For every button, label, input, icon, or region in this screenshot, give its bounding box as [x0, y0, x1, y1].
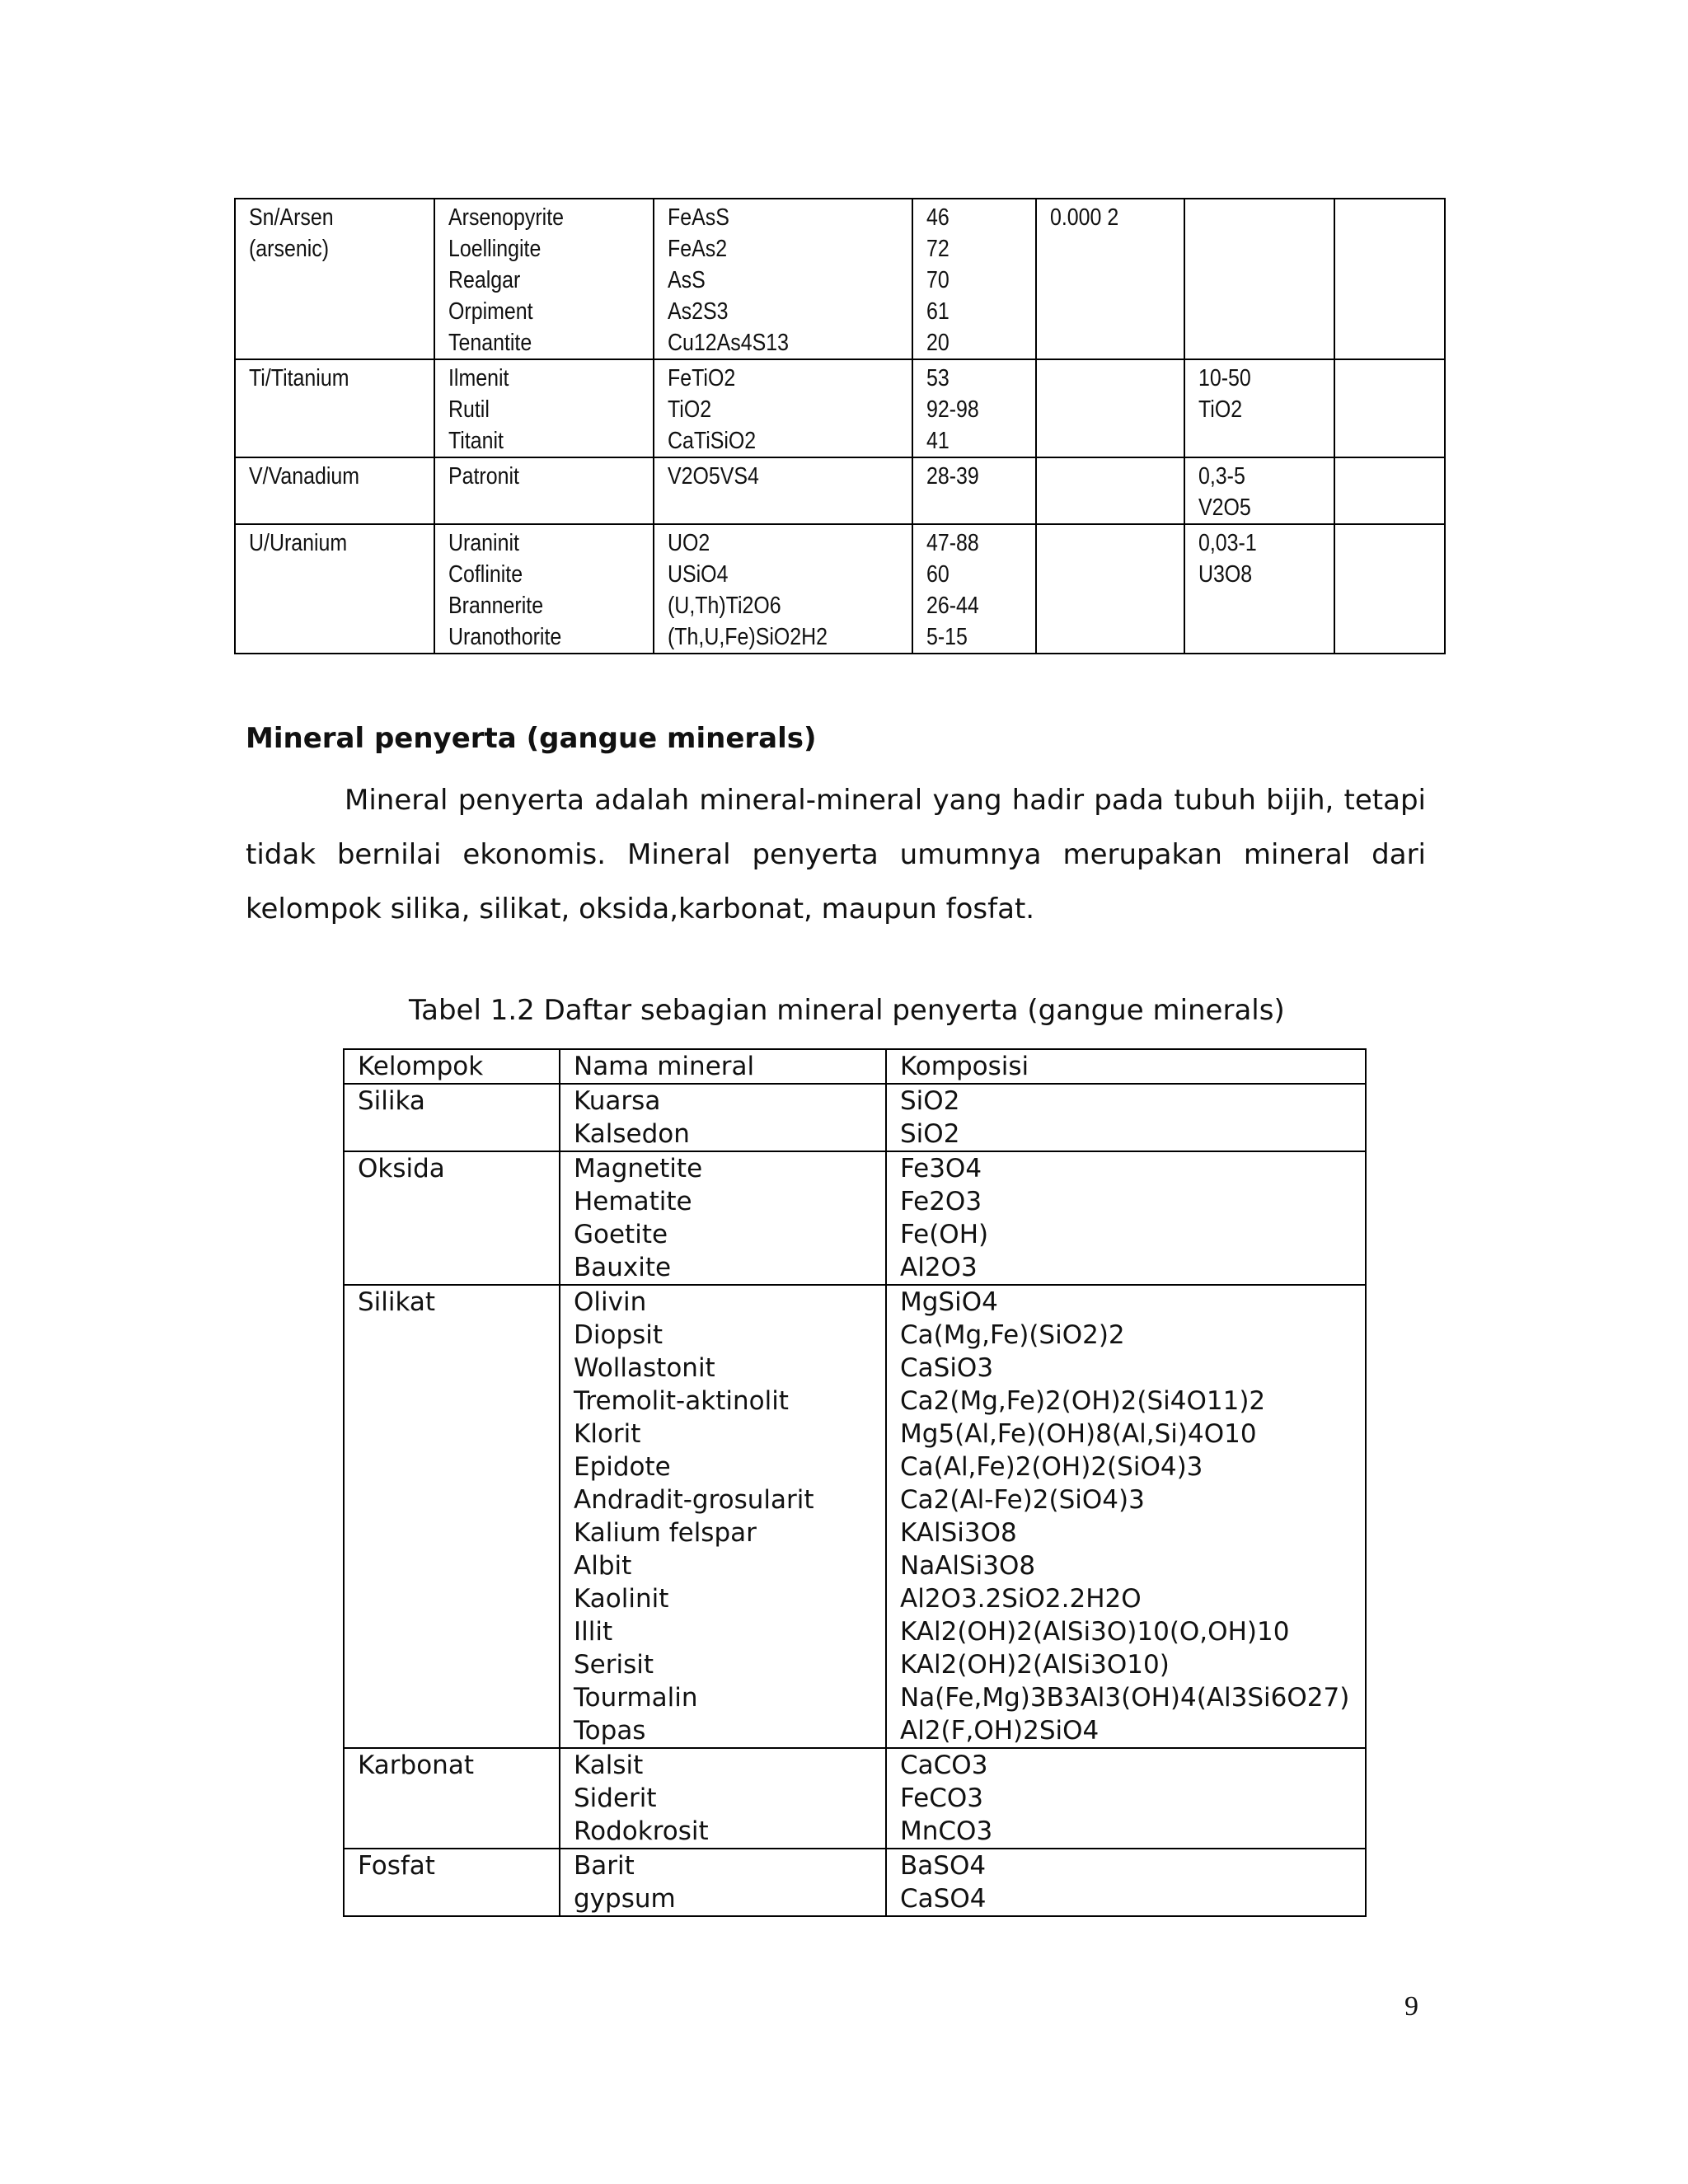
cell-line: Olivin	[574, 1287, 647, 1317]
cell-line: Rodokrosit	[574, 1816, 709, 1846]
cell-line: Al2O3.2SiO2.2H2O	[900, 1584, 1142, 1614]
cell-line: As2S3	[668, 298, 729, 325]
cell-line: Arsenopyrite	[448, 204, 565, 231]
cell-line: Uranothorite	[448, 624, 562, 650]
cell-kelompok: Silika	[344, 1084, 560, 1151]
cell-line: V/Vanadium	[249, 463, 360, 490]
cell-line: V2O5	[1198, 494, 1251, 521]
cell-line: Titanit	[448, 428, 504, 454]
cell-line: FeTiO2	[668, 365, 736, 391]
cell-line: Albit	[574, 1551, 632, 1581]
cell-line: Kuarsa	[574, 1086, 661, 1116]
cell-element	[235, 524, 434, 654]
cell-line: FeAsS	[668, 204, 729, 231]
cell-percent	[912, 457, 1036, 524]
table-row	[235, 359, 1445, 457]
table-row	[344, 1084, 1366, 1151]
cell-nama-mineral	[560, 1084, 886, 1151]
cell-kelompok: Fosfat	[344, 1849, 560, 1916]
cell-line: 20	[926, 330, 950, 356]
cell-line: V2O5VS4	[668, 463, 759, 490]
cell-nama-mineral	[560, 1285, 886, 1748]
cell-grade-value	[1184, 359, 1334, 457]
gangue-minerals-table	[343, 1048, 1367, 1917]
cell-line: CaSiO3	[900, 1353, 994, 1383]
cell-mineral-names	[434, 524, 654, 654]
header-kelompok: Kelompok	[344, 1049, 560, 1084]
cell-grade-value	[1184, 524, 1334, 654]
cell-nama-mineral	[560, 1849, 886, 1916]
cell-line: (U,Th)Ti2O6	[668, 593, 781, 619]
cell-line: KAl2(OH)2(AlSi3O10)	[900, 1650, 1170, 1680]
cell-line: Ilmenit	[448, 365, 509, 391]
cell-percent	[912, 524, 1036, 654]
cell-line: Klorit	[574, 1419, 641, 1449]
table-row	[344, 1849, 1366, 1916]
cell-extra	[1334, 457, 1445, 524]
cell-line: U3O8	[1198, 561, 1253, 588]
cell-extra	[1334, 524, 1445, 654]
header-komposisi: Komposisi	[886, 1049, 1366, 1084]
cell-line: Ti/Titanium	[249, 365, 349, 391]
section-heading: Mineral penyerta (gangue minerals)	[246, 722, 817, 755]
cell-line: MnCO3	[900, 1816, 993, 1846]
cell-line: Epidote	[574, 1452, 671, 1482]
cell-line: MgSiO4	[900, 1287, 998, 1317]
cell-line: CaTiSiO2	[668, 428, 757, 454]
cell-line: Patronit	[448, 463, 519, 490]
cell-line: USiO4	[668, 561, 729, 588]
cell-grade-value	[1184, 457, 1334, 524]
cell-line: gypsum	[574, 1884, 676, 1914]
cell-line: TiO2	[668, 396, 712, 423]
cell-line: UO2	[668, 530, 710, 556]
cell-line: SiO2	[900, 1086, 960, 1116]
cell-trace-value	[1036, 524, 1184, 654]
cell-line: 53	[926, 365, 950, 391]
cell-line: Orpiment	[448, 298, 533, 325]
cell-formulas	[654, 359, 912, 457]
cell-line: Barit	[574, 1851, 635, 1881]
cell-line: Kalium felspar	[574, 1518, 757, 1548]
cell-line: CaCO3	[900, 1750, 988, 1780]
cell-line: 5-15	[926, 624, 968, 650]
cell-komposisi	[886, 1084, 1366, 1151]
cell-line: 0.000 2	[1050, 204, 1119, 231]
cell-mineral-names	[434, 359, 654, 457]
table-row	[235, 457, 1445, 524]
cell-kelompok: Silikat	[344, 1285, 560, 1748]
cell-line: Brannerite	[448, 593, 544, 619]
cell-line: Serisit	[574, 1650, 654, 1680]
header-nama-mineral: Nama mineral	[560, 1049, 886, 1084]
cell-line: TiO2	[1198, 396, 1243, 423]
cell-line: 72	[926, 236, 950, 262]
cell-line: Siderit	[574, 1783, 657, 1813]
cell-line: KAl2(OH)2(AlSi3O)10(O,OH)10	[900, 1617, 1290, 1647]
cell-formulas	[654, 457, 912, 524]
cell-line: 70	[926, 267, 950, 293]
cell-line: 0,3-5	[1198, 463, 1245, 490]
cell-percent	[912, 359, 1036, 457]
cell-extra	[1334, 199, 1445, 359]
cell-line: (arsenic)	[249, 236, 330, 262]
cell-line: Uraninit	[448, 530, 519, 556]
cell-line: Kalsit	[574, 1750, 644, 1780]
page-number: 9	[1404, 1991, 1418, 2022]
cell-line: Magnetite	[574, 1154, 703, 1183]
cell-line: Ca2(Al-Fe)2(SiO4)3	[900, 1485, 1145, 1515]
cell-line: 10-50	[1198, 365, 1251, 391]
ore-mineral-table-continued	[234, 198, 1446, 654]
cell-line: 0,03-1	[1198, 530, 1257, 556]
cell-line: Coflinite	[448, 561, 523, 588]
cell-formulas	[654, 524, 912, 654]
cell-line: Bauxite	[574, 1253, 672, 1282]
cell-line: Ca(Al,Fe)2(OH)2(SiO4)3	[900, 1452, 1203, 1482]
cell-element	[235, 199, 434, 359]
section-paragraph: Mineral penyerta adalah mineral-mineral yang hadir pada tubuh bijih, tetapi tidak bernilai ekonomis. Mineral penyerta umumnya merupakan mineral dari kelompok silika, silikat, oksida,karbonat, maupun fosfat.	[246, 784, 1426, 926]
cell-element	[235, 457, 434, 524]
cell-line: 46	[926, 204, 950, 231]
cell-line: Hematite	[574, 1187, 692, 1216]
cell-line: U/Uranium	[249, 530, 348, 556]
cell-line: 92-98	[926, 396, 979, 423]
cell-line: Goetite	[574, 1220, 668, 1249]
cell-line: Al2(F,OH)2SiO4	[900, 1716, 1100, 1746]
cell-formulas	[654, 199, 912, 359]
cell-extra	[1334, 359, 1445, 457]
cell-line: AsS	[668, 267, 706, 293]
cell-line: Rutil	[448, 396, 490, 423]
cell-line: Wollastonit	[574, 1353, 715, 1383]
cell-line: Loellingite	[448, 236, 542, 262]
cell-kelompok: Oksida	[344, 1151, 560, 1285]
cell-line: (Th,U,Fe)SiO2H2	[668, 624, 828, 650]
cell-line: Tenantite	[448, 330, 532, 356]
cell-percent	[912, 199, 1036, 359]
cell-line: Kalsedon	[574, 1119, 690, 1149]
cell-line: Kaolinit	[574, 1584, 669, 1614]
cell-line: Mg5(Al,Fe)(OH)8(Al,Si)4O10	[900, 1419, 1257, 1449]
table-caption: Tabel 1.2 Daftar sebagian mineral penyerta (gangue minerals)	[409, 994, 1285, 1027]
cell-line: Realgar	[448, 267, 521, 293]
cell-mineral-names	[434, 457, 654, 524]
table-header-row	[344, 1049, 1366, 1084]
table-row	[235, 524, 1445, 654]
cell-line: Cu12As4S13	[668, 330, 789, 356]
cell-nama-mineral	[560, 1748, 886, 1849]
cell-line: Al2O3	[900, 1253, 978, 1282]
table-row	[235, 199, 1445, 359]
cell-line: Illit	[574, 1617, 613, 1647]
cell-komposisi	[886, 1748, 1366, 1849]
cell-line: Fe2O3	[900, 1187, 982, 1216]
cell-line: 41	[926, 428, 950, 454]
cell-komposisi	[886, 1151, 1366, 1285]
cell-line: Ca2(Mg,Fe)2(OH)2(Si4O11)2	[900, 1386, 1266, 1416]
cell-komposisi	[886, 1849, 1366, 1916]
cell-line: 61	[926, 298, 950, 325]
cell-kelompok: Karbonat	[344, 1748, 560, 1849]
cell-line: 26-44	[926, 593, 979, 619]
cell-mineral-names	[434, 199, 654, 359]
cell-line: Na(Fe,Mg)3B3Al3(OH)4(Al3Si6O27)	[900, 1683, 1350, 1713]
cell-line: 28-39	[926, 463, 979, 490]
cell-line: SiO2	[900, 1119, 960, 1149]
cell-line: Ca(Mg,Fe)(SiO2)2	[900, 1320, 1125, 1350]
cell-line: 60	[926, 561, 950, 588]
cell-element	[235, 359, 434, 457]
cell-nama-mineral	[560, 1151, 886, 1285]
cell-line: Fe3O4	[900, 1154, 982, 1183]
cell-line: Fe(OH)	[900, 1220, 989, 1249]
cell-line: Tremolit-aktinolit	[574, 1386, 789, 1416]
cell-trace-value	[1036, 457, 1184, 524]
cell-line: FeCO3	[900, 1783, 983, 1813]
table-row	[344, 1151, 1366, 1285]
cell-line: FeAs2	[668, 236, 728, 262]
table-row	[344, 1285, 1366, 1748]
cell-line: KAlSi3O8	[900, 1518, 1017, 1548]
cell-line: Diopsit	[574, 1320, 663, 1350]
cell-line: BaSO4	[900, 1851, 987, 1881]
cell-grade-value	[1184, 199, 1334, 359]
cell-line: Topas	[574, 1716, 646, 1746]
table-row	[344, 1748, 1366, 1849]
cell-line: NaAlSi3O8	[900, 1551, 1036, 1581]
cell-line: 47-88	[926, 530, 979, 556]
cell-line: Sn/Arsen	[249, 204, 334, 231]
cell-trace-value	[1036, 199, 1184, 359]
cell-line: Tourmalin	[574, 1683, 698, 1713]
cell-trace-value	[1036, 359, 1184, 457]
cell-line: CaSO4	[900, 1884, 987, 1914]
cell-komposisi	[886, 1285, 1366, 1748]
cell-line: Andradit-grosularit	[574, 1485, 814, 1515]
